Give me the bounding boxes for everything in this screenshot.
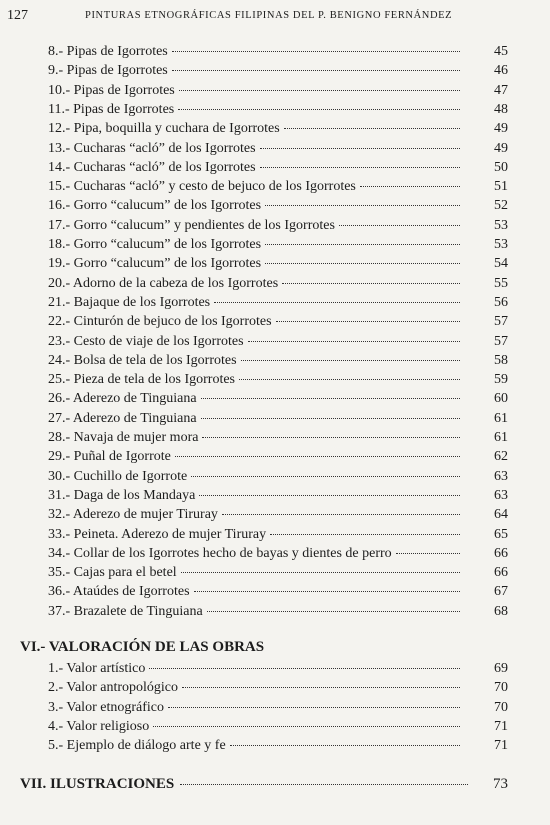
toc-entry-title: 5.- Ejemplo de diálogo arte y fe — [48, 738, 226, 754]
toc-entry — [48, 544, 508, 563]
toc-entry-page: 46 — [494, 63, 508, 79]
toc-entry-page: 58 — [494, 352, 508, 368]
toc-entry-page: 61 — [494, 430, 508, 445]
running-title: PINTURAS ETNOGRÁFICAS FILIPINAS DEL P. BENIGNO FERNÁNDEZ — [85, 10, 453, 21]
section-vi-heading: VI.- VALORACIÓN DE LAS OBRAS — [20, 639, 265, 655]
toc-entry — [48, 525, 508, 544]
dot-leader — [248, 340, 460, 342]
toc-entry — [48, 235, 508, 254]
toc-entry-title: 13.- Cucharas “acló” de los Igorrotes — [48, 140, 256, 156]
toc-entry-page: 71 — [494, 738, 508, 754]
toc-entry-title: 9.- Pipas de Igorrotes — [48, 63, 168, 79]
toc-entry — [48, 61, 508, 80]
toc-entry-page: 47 — [494, 82, 508, 98]
dot-leader — [284, 127, 460, 129]
toc-entry-page: 48 — [494, 101, 508, 117]
toc-entry-title: 10.- Pipas de Igorrotes — [48, 82, 175, 98]
toc-entry-title: 14.- Cucharas “acló” de los Igorrotes — [48, 159, 256, 175]
toc-entry — [48, 736, 508, 755]
dot-leader — [178, 108, 460, 110]
toc-entry-title: 31.- Daga de los Mandaya — [48, 487, 196, 503]
toc-entry — [48, 678, 508, 697]
section-vii-line — [20, 774, 508, 794]
toc-entry-page: 68 — [494, 603, 508, 619]
toc-entry-page: 45 — [494, 44, 508, 59]
toc-entry-page: 53 — [494, 237, 508, 252]
dot-leader — [265, 243, 460, 245]
toc-entry-page: 59 — [494, 372, 508, 388]
dot-leader — [191, 475, 460, 477]
dot-leader — [241, 359, 460, 361]
toc-entry-page: 66 — [494, 545, 508, 561]
dot-leader — [199, 494, 460, 496]
toc-entry — [48, 428, 508, 447]
dot-leader — [270, 533, 460, 535]
toc-entry-title: 23.- Cesto de viaje de los Igorrotes — [48, 333, 244, 349]
toc-entry — [48, 351, 508, 370]
toc-entry — [48, 312, 508, 331]
toc-entry-page: 55 — [494, 275, 508, 291]
dot-leader — [239, 378, 460, 380]
page-header — [0, 6, 550, 26]
toc-entry — [48, 42, 508, 61]
dot-leader — [207, 610, 460, 612]
toc-entry-page: 53 — [494, 217, 508, 233]
dot-leader — [396, 552, 460, 554]
toc-entry-title: 34.- Collar de los Igorrotes hecho de bayas y dientes de perro — [48, 545, 392, 561]
toc-entry-title: 28.- Navaja de mujer mora — [48, 430, 199, 445]
toc-entry — [48, 139, 508, 158]
toc-entry-title: 16.- Gorro “calucum” de los Igorrotes — [48, 198, 262, 214]
toc-entry-title: 29.- Puñal de Igorrote — [48, 449, 171, 465]
toc-entry — [48, 467, 508, 486]
dot-leader — [172, 69, 460, 71]
toc-entry — [48, 602, 508, 621]
toc-entry — [48, 332, 508, 351]
toc-entry-title: 26.- Aderezo de Tinguiana — [48, 391, 197, 407]
toc-entry — [48, 177, 508, 196]
toc-entry — [48, 293, 508, 312]
dot-leader — [339, 224, 460, 226]
toc-entry-title: 18.- Gorro “calucum” de los Igorrotes — [48, 237, 262, 252]
dot-leader — [179, 89, 460, 91]
toc-entry-title: 11.- Pipas de Igorrotes — [48, 101, 175, 117]
toc-entry — [48, 409, 508, 428]
toc-entry-page: 57 — [494, 314, 508, 330]
dot-leader — [180, 783, 468, 785]
toc-entry-page: 63 — [494, 487, 508, 503]
toc-entry — [48, 486, 508, 505]
toc-entry-title: 21.- Bajaque de los Igorrotes — [48, 294, 211, 310]
toc-entry-page: 65 — [494, 526, 508, 542]
toc-entry-title: 30.- Cuchillo de Igorrote — [48, 468, 188, 484]
toc-entry-page: 67 — [494, 584, 508, 600]
dot-leader — [201, 417, 460, 419]
dot-leader — [265, 262, 460, 264]
toc-entry-page: 57 — [494, 333, 508, 349]
toc-entry-page: 60 — [494, 391, 508, 407]
dot-leader — [149, 667, 460, 669]
toc-entry — [48, 81, 508, 100]
toc-entry — [48, 196, 508, 215]
dot-leader — [175, 455, 460, 457]
toc-entry-page: 49 — [494, 140, 508, 156]
dot-leader — [265, 204, 460, 206]
toc-entry-title: 35.- Cajas para el betel — [48, 565, 177, 581]
toc-entry-page: 62 — [494, 449, 508, 465]
toc-entry — [48, 119, 508, 138]
dot-leader — [214, 301, 460, 303]
dot-leader — [260, 166, 460, 168]
toc-entry-title: 22.- Cinturón de bejuco de los Igorrotes — [48, 314, 272, 330]
toc-entry-title: 24.- Bolsa de tela de los Igorrotes — [48, 352, 237, 368]
toc-entry — [48, 216, 508, 235]
toc-entry-title: 3.- Valor etnográfico — [48, 699, 164, 715]
dot-leader — [194, 590, 460, 592]
toc-entry — [48, 563, 508, 582]
toc-entry — [48, 389, 508, 408]
toc-entry-title: 12.- Pipa, boquilla y cuchara de Igorrotes — [48, 121, 280, 137]
toc-entry-page: 49 — [494, 121, 508, 137]
toc-entry-page: 50 — [494, 159, 508, 175]
toc-entry — [48, 100, 508, 119]
toc-entry-title: 4.- Valor religioso — [48, 718, 150, 734]
toc-entry — [48, 659, 508, 678]
dot-leader — [202, 436, 460, 438]
toc-entry-page: 66 — [494, 565, 508, 581]
toc-entry-title: 33.- Peineta. Aderezo de mujer Tiruray — [48, 526, 267, 542]
toc-entry-title: 20.- Adorno de la cabeza de los Igorrotes — [48, 275, 279, 291]
dot-leader — [282, 282, 460, 284]
dot-leader — [276, 320, 460, 322]
toc-entry — [48, 254, 508, 273]
toc-entry — [48, 698, 508, 717]
dot-leader — [360, 185, 460, 187]
toc-entry-title: 15.- Cucharas “acló” y cesto de bejuco de los Igorrotes — [48, 179, 356, 195]
dot-leader — [153, 725, 460, 727]
toc-entry — [48, 582, 508, 601]
toc-entry-title: 37.- Brazalete de Tinguiana — [48, 603, 203, 619]
toc-entry-page: 64 — [494, 507, 508, 523]
toc-entry — [48, 717, 508, 736]
page-number: 127 — [7, 8, 28, 23]
dot-leader — [168, 706, 460, 708]
toc-entry-title: 27.- Aderezo de Tinguiana — [48, 410, 197, 426]
toc-entry-page: 61 — [494, 410, 508, 426]
toc-entry-page: 69 — [494, 661, 508, 676]
toc-entry-title: 25.- Pieza de tela de los Igorrotes — [48, 372, 235, 388]
toc-entry-title: 32.- Aderezo de mujer Tiruray — [48, 507, 218, 523]
toc-entry — [48, 370, 508, 389]
dot-leader — [201, 397, 460, 399]
dot-leader — [222, 513, 460, 515]
toc-entry-title: 17.- Gorro “calucum” y pendientes de los Igorrotes — [48, 217, 335, 233]
dot-leader — [230, 744, 460, 746]
dot-leader — [260, 147, 460, 149]
toc-entry-page: 51 — [494, 179, 508, 195]
toc-entry-page: 71 — [494, 718, 508, 734]
toc-entry-page: 52 — [494, 198, 508, 214]
dot-leader — [172, 50, 460, 52]
toc-entry-page: 70 — [494, 680, 508, 696]
toc-entry-title: 2.- Valor antropológico — [48, 680, 178, 696]
toc-entry — [48, 274, 508, 293]
toc-entry-title: 1.- Valor artístico — [48, 661, 146, 676]
toc-entry-title: 8.- Pipas de Igorrotes — [48, 44, 168, 59]
toc-entry-page: 63 — [494, 468, 508, 484]
toc-entry — [48, 505, 508, 524]
section-vii-heading: VII. ILUSTRACIONES — [20, 776, 175, 792]
dot-leader — [182, 686, 460, 688]
toc-entry-page: 56 — [494, 294, 508, 310]
toc-entry-title: 36.- Ataúdes de Igorrotes — [48, 584, 190, 600]
toc-entry — [48, 447, 508, 466]
toc-entry — [48, 158, 508, 177]
toc-entry-page: 54 — [494, 256, 508, 272]
section-vii-page: 73 — [493, 776, 508, 792]
toc-entry-title: 19.- Gorro “calucum” de los Igorrotes — [48, 256, 262, 272]
dot-leader — [181, 571, 460, 573]
toc-entry-page: 70 — [494, 699, 508, 715]
